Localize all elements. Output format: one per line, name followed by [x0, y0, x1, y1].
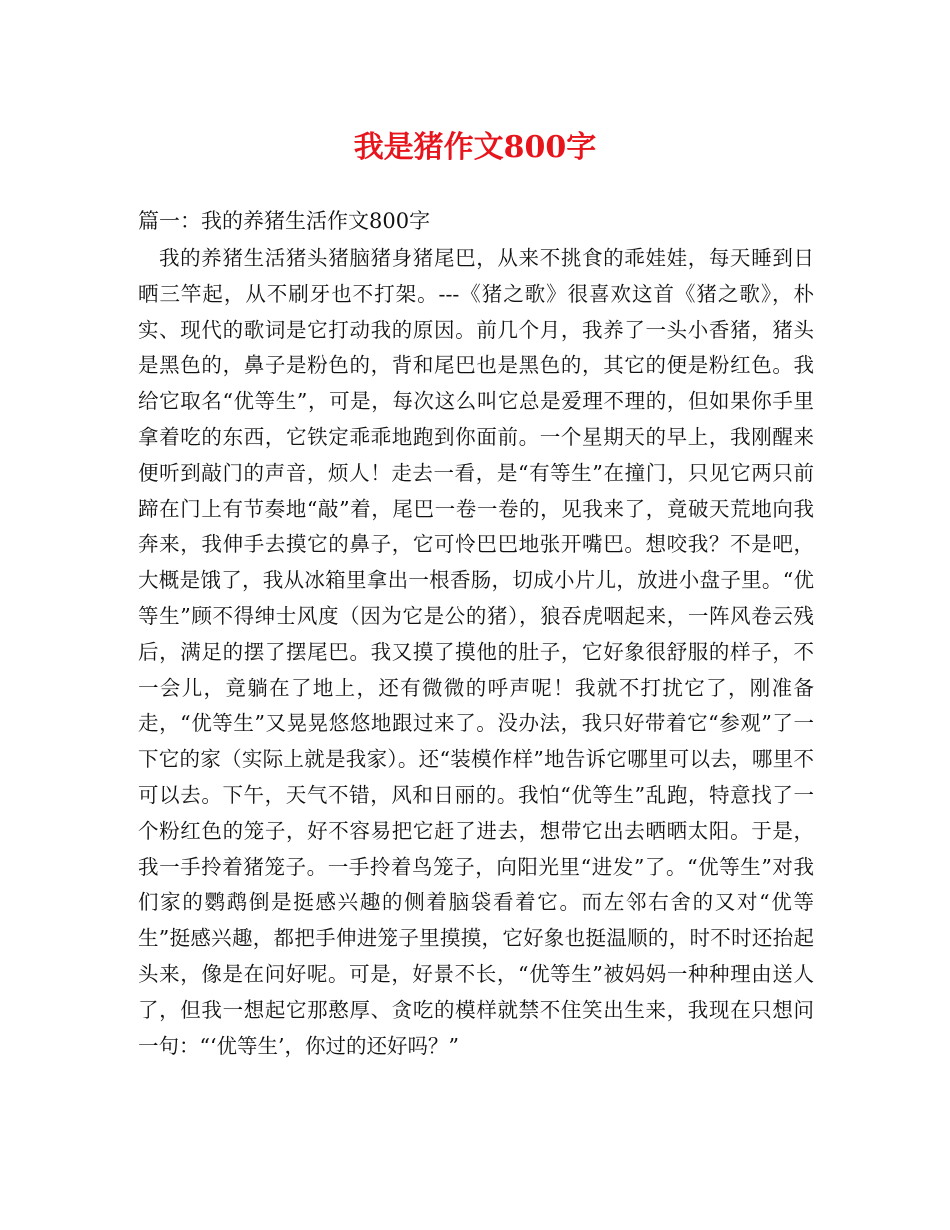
body-paragraph: 我的养猪生活猪头猪脑猪身猪尾巴，从来不挑食的乖娃娃，每天睡到日晒三竿起，从不刷牙也不打架。---《猪之歌》很喜欢这首《猪之歌》，朴实、现代的歌词是它打动我的原因。前几个月，我养了一头小香猪，猪头是黑色的，鼻子是粉色的，背和尾巴也是黑色的，其它的便是粉红色。我给它取名“优等生”，可是，每次这么叫它总是爱理不理的，但如果你手里拿着吃的东西，它铁定乖乖地跑到你面前。一个星期天的早上，我刚醒来便听到敲门的声音，烦人！走去一看，是“有等生”在撞门，只见它两只前蹄在门上有节奏地“敲”着，尾巴一卷一卷的，见我来了，竟破天荒地向我奔来，我伸手去摸它的鼻子，它可怜巴巴地张开嘴巴。想咬我？不是吧，大概是饿了，我从冰箱里拿出一根香肠，切成小片儿，放进小盘子里。“优等生”顾不得绅士风度（因为它是公的猪），狼吞虎咽起来，一阵风卷云残后，满足的摆了摆尾巴。我又摸了摸他的肚子，它好象很舒服的样子，不一会儿，竟躺在了地上，还有微微的呼声呢！我就不打扰它了，刚准备走，“优等生”又晃晃悠悠地跟过来了。没办法，我只好带着它“参观”了一下它的家（实际上就是我家）。还“装模作样”地告诉它哪里可以去，哪里不可以去。下午，天气不错，风和日丽的。我怕“优等生”乱跑，特意找了一个粉红色的笼子，好不容易把它赶了进去，想带它出去晒晒太阳。于是，我一手拎着猪笼子。一手拎着鸟笼子，向阳光里“进发”了。“优等生”对我们家的鹦鹉倒是挺感兴趣的侧着脑袋看着它。而左邻右舍的又对“优等生”挺感兴趣，都把手伸进笼子里摸摸，它好象也挺温顺的，时不时还抬起头来，像是在问好呢。可是，好景不长，“优等生”被妈妈一种种理由送人了，但我一想起它那憨厚、贪吃的模样就禁不住笑出生来，我现在只想问一句：“‘优等生’，你过的还好吗？”: [138, 246, 814, 1058]
section-heading: 篇一：我的养猪生活作文800字: [138, 209, 431, 233]
document-title: 我是猪作文800字: [353, 130, 597, 165]
